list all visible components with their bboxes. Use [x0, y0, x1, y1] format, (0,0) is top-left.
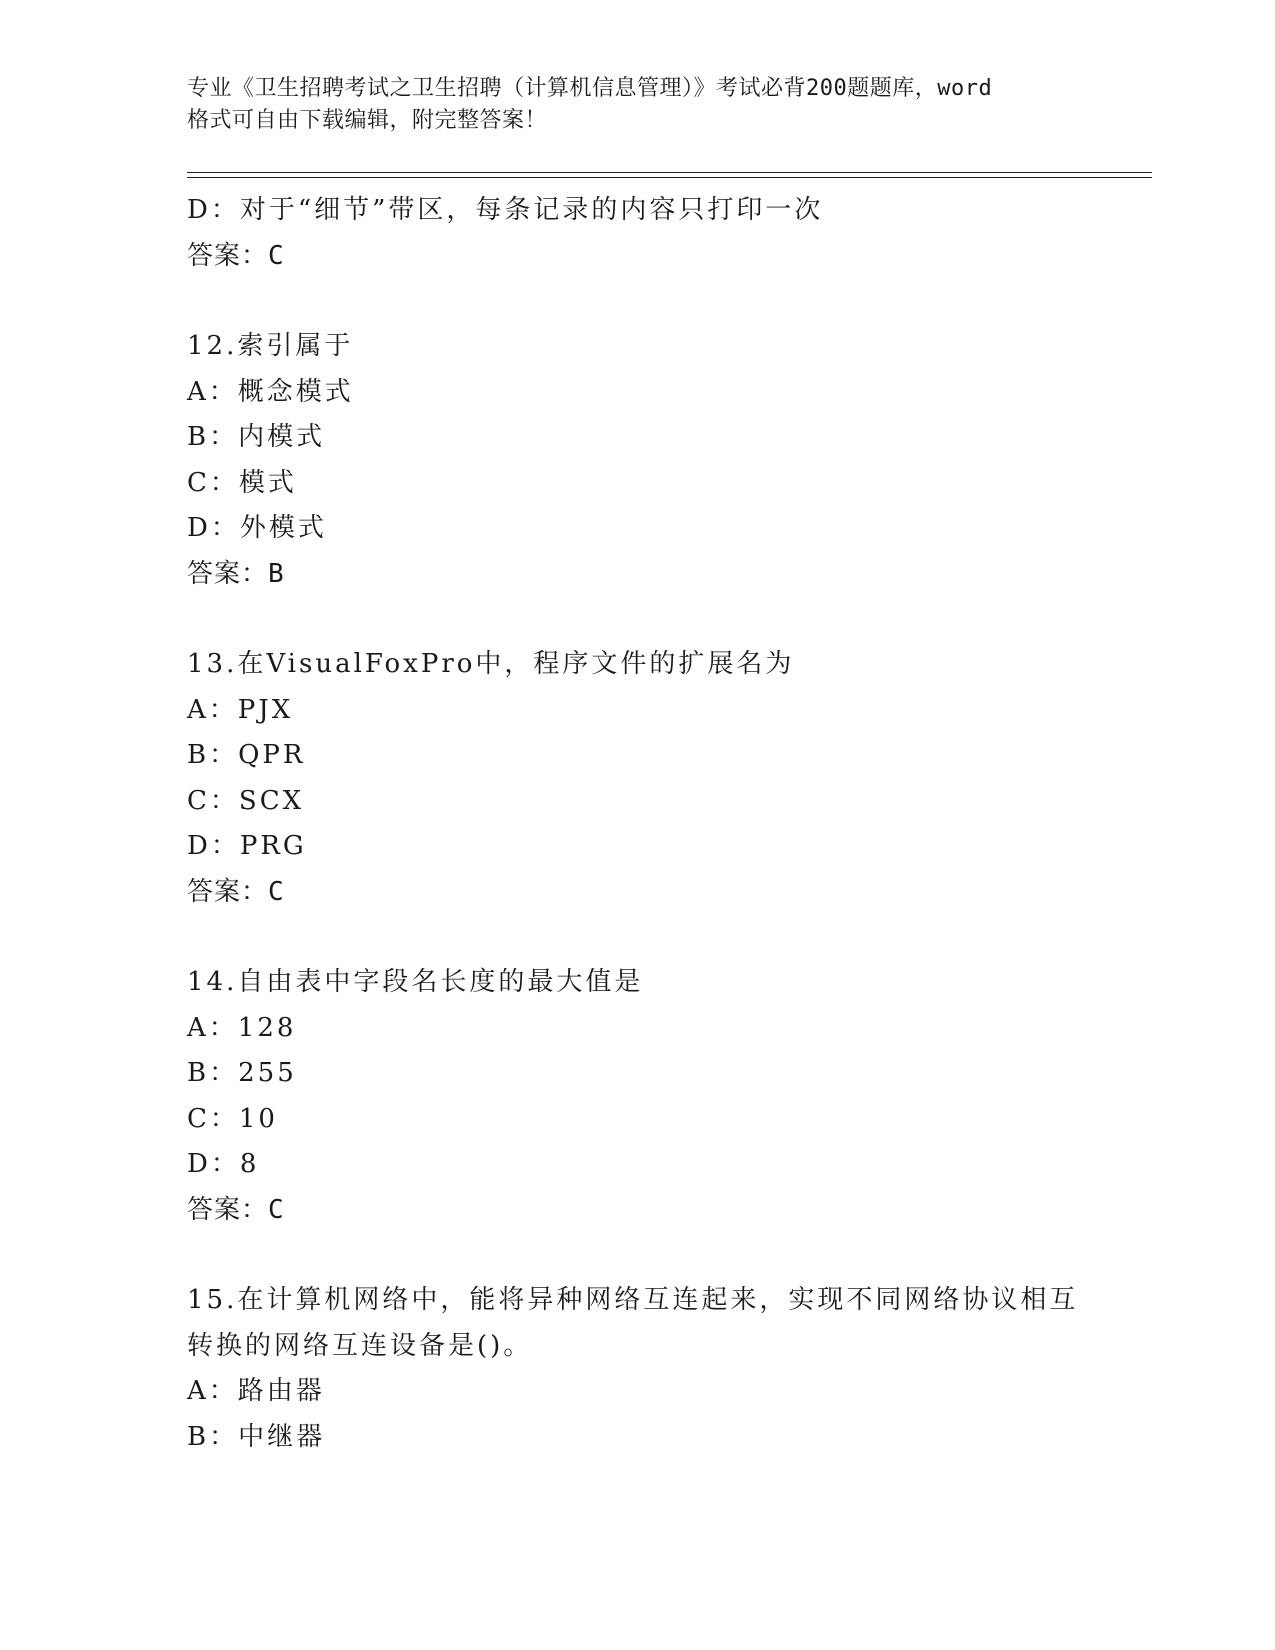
q12-option-a: A：概念模式 [187, 376, 354, 407]
q12-answer: 答案：B [187, 558, 285, 589]
question-15-line-2: 转换的网络互连设备是()。 [187, 1330, 533, 1361]
q14-answer: 答案：C [187, 1194, 285, 1225]
q14-option-a: A：128 [187, 1012, 297, 1043]
header-rule-top [187, 172, 1152, 173]
q15-option-b: B：中继器 [187, 1421, 326, 1452]
q14-option-d: D：8 [187, 1149, 260, 1179]
q12-option-c: C：模式 [187, 467, 297, 498]
q12-option-d: D：外模式 [187, 513, 327, 543]
header-line-2: 格式可自由下载编辑，附完整答案！ [187, 108, 548, 133]
question-12: 12.索引属于 [187, 331, 354, 361]
q14-option-c: C：10 [187, 1103, 278, 1134]
q13-option-d: D：PRG [187, 831, 307, 861]
header-rule-bottom [187, 177, 1152, 178]
q13-answer: 答案：C [187, 876, 285, 907]
q14-option-b: B：255 [187, 1058, 297, 1088]
header-line-1: 专业《卫生招聘考试之卫生招聘（计算机信息管理）》考试必背200题题库，word [187, 76, 993, 101]
question-content [187, 188, 1147, 1460]
question-14: 14.自由表中字段名长度的最大值是 [187, 967, 644, 997]
answer: 答案：C [187, 240, 285, 271]
q15-option-a: A：路由器 [187, 1376, 325, 1406]
question-15-line-1: 15.在计算机网络中，能将异种网络互连起来，实现不同网络协议相互 [187, 1285, 1079, 1315]
q12-option-b: B：内模式 [187, 422, 326, 452]
q13-option-a: A：PJX [187, 694, 294, 725]
q13-option-b: B：QPR [187, 740, 306, 770]
document-header [187, 73, 1087, 137]
q13-option-c: C：SCX [187, 785, 305, 816]
question-13: 13.在VisualFoxPro中，程序文件的扩展名为 [187, 649, 795, 679]
option-d: D：对于“细节”带区，每条记录的内容只打印一次 [187, 195, 824, 225]
